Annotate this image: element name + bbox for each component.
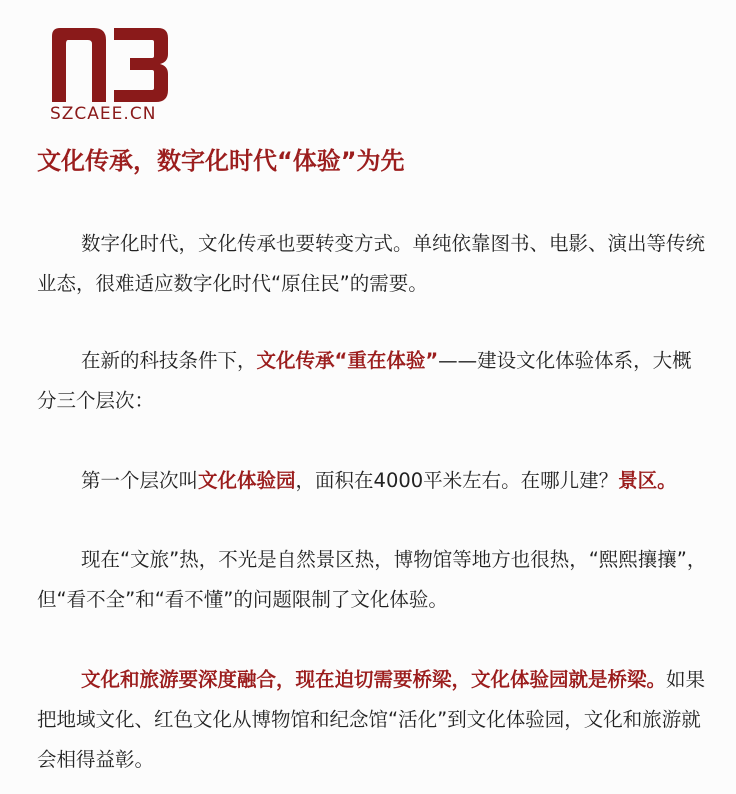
paragraph-3 xyxy=(37,461,711,501)
site-logo[interactable] xyxy=(50,26,180,126)
paragraph-4-text: 现在“文旅”热，不光是自然景区热，博物馆等地方也很热，“熙熙攘攘”，但“看不全”和“看不懂”的问题限制了文化体验。 xyxy=(37,548,707,611)
paragraph-2-text-a: 在新的科技条件下， xyxy=(81,349,257,372)
paragraph-2 xyxy=(37,341,711,421)
paragraph-3-text-a: 第一个层次叫 xyxy=(81,469,199,492)
highlight-culture-park: 文化体验园 xyxy=(198,469,296,492)
paragraph-5-text-b: 如果把地域文化、红色文化从博物馆和纪念馆“活化”到文化体验园，文化和旅游就会相得益彰。 xyxy=(37,668,706,771)
paragraph-2-text-c: ——建设文化体验体系，大概分三个层次： xyxy=(37,349,692,412)
article-title: 文化传承，数字化时代“体验”为先 xyxy=(37,147,405,175)
paragraph-1-text: 数字化时代，文化传承也要转变方式。单纯依靠图书、电影、演出等传统业态，很难适应数字化时代“原住民”的需要。 xyxy=(37,232,706,295)
highlight-scenic-area: 景区。 xyxy=(618,469,677,492)
logo-site-text: SZCAEE.CN xyxy=(50,104,157,124)
paragraph-3-text-c: ，面积在4000平米左右。在哪儿建？ xyxy=(295,469,619,492)
highlight-emphasis-experience: 文化传承“重在体验” xyxy=(256,349,439,372)
paragraph-4 xyxy=(37,540,711,620)
paragraph-5 xyxy=(37,660,711,780)
highlight-bridge: 文化和旅游要深度融合，现在迫切需要桥梁，文化体验园就是桥梁。 xyxy=(81,668,667,691)
logo-mark-icon xyxy=(50,26,170,102)
paragraph-1 xyxy=(37,224,711,304)
